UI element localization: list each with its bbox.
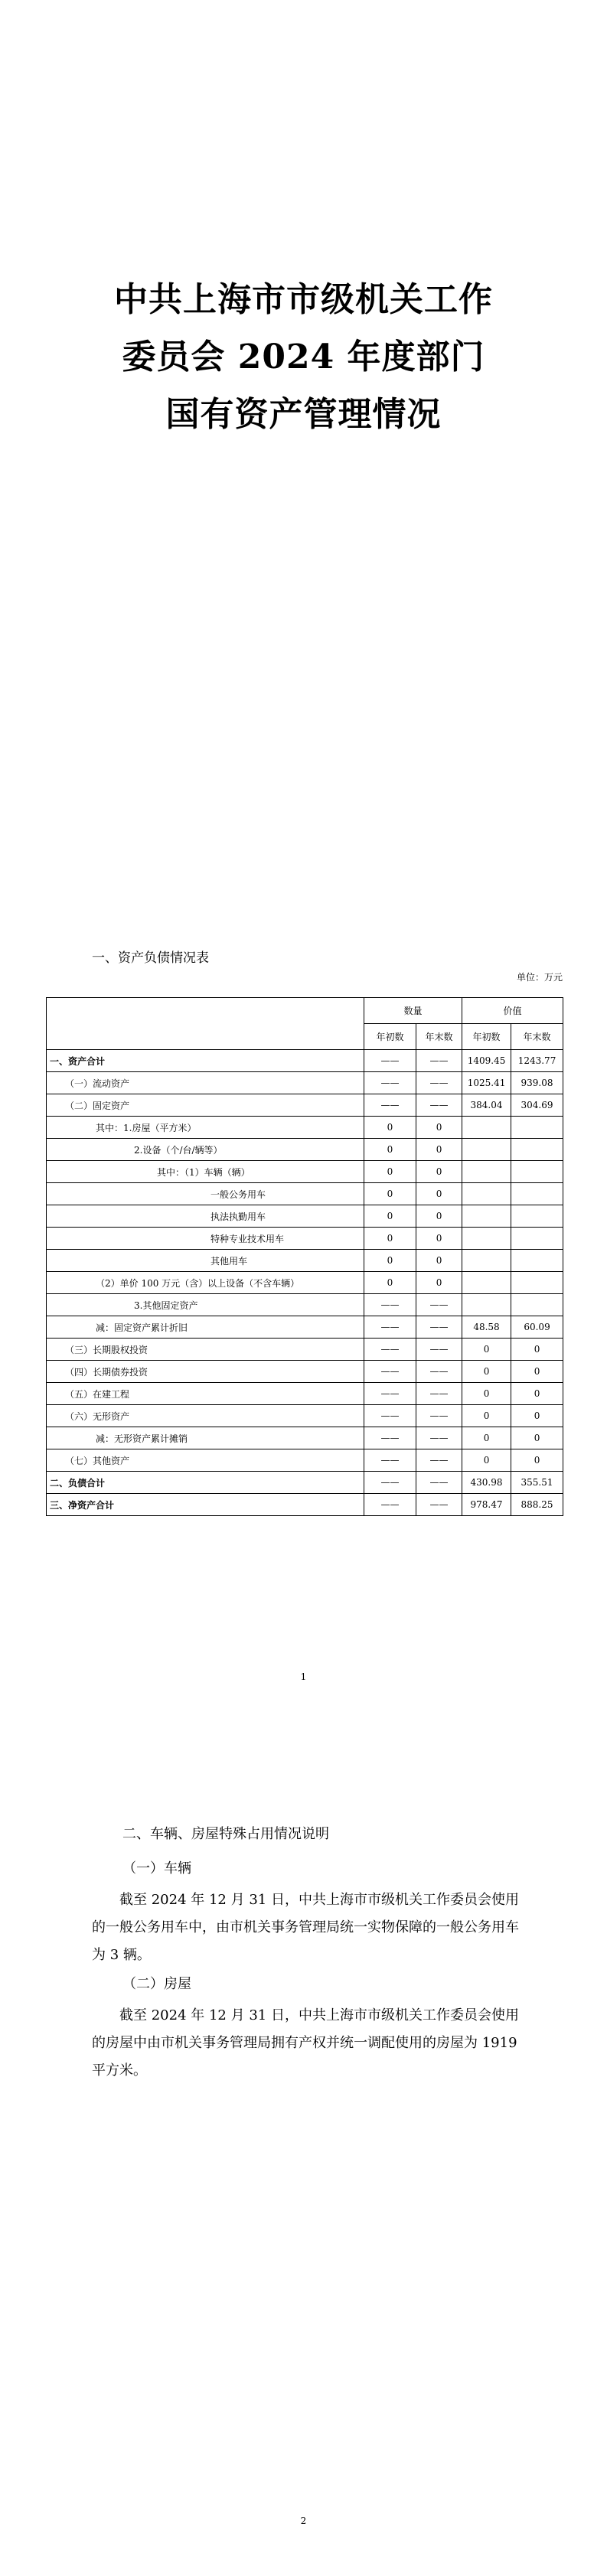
quantity-begin-cell: ——	[364, 1316, 416, 1339]
row-label: （三）长期股权投资	[47, 1339, 364, 1361]
table-row	[47, 1205, 563, 1228]
table-row	[47, 1361, 563, 1383]
table-row	[47, 1228, 563, 1250]
row-label: （六）无形资产	[47, 1405, 364, 1427]
quantity-end-cell: ——	[416, 1339, 462, 1361]
value-begin-cell: 0	[462, 1361, 511, 1383]
value-end-cell: 0	[511, 1361, 563, 1383]
table-row	[47, 1139, 563, 1161]
table-row	[47, 1094, 563, 1117]
value-end-cell	[511, 1205, 563, 1228]
value-begin-cell: 430.98	[462, 1472, 511, 1494]
table-row	[47, 1405, 563, 1427]
quantity-end-cell: ——	[416, 1405, 462, 1427]
value-begin-cell: 0	[462, 1449, 511, 1472]
row-label: （一）流动资产	[47, 1072, 364, 1094]
value-begin-cell	[462, 1250, 511, 1272]
row-label: （七）其他资产	[47, 1449, 364, 1472]
unit-label: 单位：万元	[516, 972, 563, 983]
quantity-end-cell: 0	[416, 1117, 462, 1139]
value-end-cell: 0	[511, 1427, 563, 1449]
value-begin-cell: 0	[462, 1405, 511, 1427]
value-begin-cell	[462, 1205, 511, 1228]
subheading-buildings: （二）房屋	[122, 1976, 191, 1992]
table-row	[47, 1339, 563, 1361]
value-end-cell	[511, 1228, 563, 1250]
row-label: 减：固定资产累计折旧	[47, 1316, 364, 1339]
subheading-vehicles: （一）车辆	[122, 1860, 191, 1877]
value-begin-cell	[462, 1161, 511, 1183]
table-row	[47, 1494, 563, 1516]
quantity-begin-cell: ——	[364, 1050, 416, 1072]
table-row	[47, 1316, 563, 1339]
header-quantity-end: 年末数	[416, 1024, 462, 1050]
value-begin-cell: 0	[462, 1427, 511, 1449]
quantity-end-cell: ——	[416, 1294, 462, 1316]
table-row	[47, 1449, 563, 1472]
header-blank-cell	[47, 998, 364, 1050]
value-begin-cell: 0	[462, 1383, 511, 1405]
row-label: 执法执勤用车	[47, 1205, 364, 1228]
value-end-cell	[511, 1139, 563, 1161]
page-title-line-1: 中共上海市市级机关工作	[114, 280, 493, 319]
value-begin-cell	[462, 1117, 511, 1139]
quantity-end-cell: ——	[416, 1094, 462, 1117]
row-label: 特种专业技术用车	[47, 1228, 364, 1250]
quantity-begin-cell: ——	[364, 1361, 416, 1383]
value-end-cell: 939.08	[511, 1072, 563, 1094]
quantity-begin-cell: ——	[364, 1449, 416, 1472]
quantity-end-cell: ——	[416, 1449, 462, 1472]
quantity-begin-cell: 0	[364, 1183, 416, 1205]
value-begin-cell: 1409.45	[462, 1050, 511, 1072]
table-row	[47, 1250, 563, 1272]
quantity-end-cell: 0	[416, 1250, 462, 1272]
table-row	[47, 1050, 563, 1072]
quantity-begin-cell: ——	[364, 1472, 416, 1494]
page-title-line-3: 国有资产管理情况	[165, 395, 442, 434]
table-row	[47, 1427, 563, 1449]
value-end-cell: 355.51	[511, 1472, 563, 1494]
value-end-cell: 0	[511, 1449, 563, 1472]
row-label: （四）长期债券投资	[47, 1361, 364, 1383]
quantity-end-cell: 0	[416, 1228, 462, 1250]
quantity-end-cell: ——	[416, 1050, 462, 1072]
page-number-1: 1	[300, 1671, 307, 1682]
quantity-end-cell: ——	[416, 1316, 462, 1339]
quantity-begin-cell: 0	[364, 1161, 416, 1183]
table-row	[47, 1161, 563, 1183]
header-quantity: 数量	[364, 998, 462, 1024]
quantity-begin-cell: 0	[364, 1272, 416, 1294]
value-begin-cell: 0	[462, 1339, 511, 1361]
table-row	[47, 1183, 563, 1205]
table-row	[47, 1272, 563, 1294]
quantity-end-cell: 0	[416, 1205, 462, 1228]
row-label: （二）固定资产	[47, 1094, 364, 1117]
row-label: 其他用车	[47, 1250, 364, 1272]
value-end-cell	[511, 1294, 563, 1316]
value-begin-cell: 384.04	[462, 1094, 511, 1117]
value-begin-cell: 48.58	[462, 1316, 511, 1339]
value-end-cell	[511, 1117, 563, 1139]
row-label: 3.其他固定资产	[47, 1294, 364, 1316]
value-end-cell: 1243.77	[511, 1050, 563, 1072]
header-value-end: 年末数	[511, 1024, 563, 1050]
quantity-begin-cell: ——	[364, 1383, 416, 1405]
quantity-begin-cell: ——	[364, 1494, 416, 1516]
quantity-begin-cell: 0	[364, 1117, 416, 1139]
quantity-end-cell: 0	[416, 1183, 462, 1205]
value-end-cell	[511, 1183, 563, 1205]
quantity-end-cell: ——	[416, 1383, 462, 1405]
row-label: （五）在建工程	[47, 1383, 364, 1405]
header-value: 价值	[462, 998, 563, 1024]
row-label: 二、负债合计	[47, 1472, 364, 1494]
row-label: （2）单价 100 万元（含）以上设备（不含车辆）	[47, 1272, 364, 1294]
quantity-begin-cell: ——	[364, 1427, 416, 1449]
value-begin-cell	[462, 1139, 511, 1161]
value-end-cell: 304.69	[511, 1094, 563, 1117]
quantity-end-cell: ——	[416, 1494, 462, 1516]
value-end-cell	[511, 1250, 563, 1272]
page-number-2: 2	[300, 2516, 307, 2526]
value-end-cell	[511, 1161, 563, 1183]
value-begin-cell: 978.47	[462, 1494, 511, 1516]
paragraph-vehicles: 截至 2024 年 12 月 31 日，中共上海市市级机关工作委员会使用的一般公务用车中，由市机关事务管理局统一实物保障的一般公务用车为 3 辆。	[92, 1892, 519, 1963]
value-begin-cell	[462, 1294, 511, 1316]
section-heading-balance-sheet: 一、资产负债情况表	[92, 951, 209, 966]
page-title-line-2: 委员会 2024 年度部门	[122, 337, 485, 377]
paragraph-buildings: 截至 2024 年 12 月 31 日，中共上海市市级机关工作委员会使用的房屋中由市机关事务管理局拥有产权并统一调配使用的房屋为 1919 平方米。	[92, 2007, 519, 2079]
quantity-end-cell: 0	[416, 1272, 462, 1294]
quantity-end-cell: 0	[416, 1139, 462, 1161]
quantity-end-cell: 0	[416, 1161, 462, 1183]
quantity-begin-cell: 0	[364, 1205, 416, 1228]
section-heading-special-use: 二、车辆、房屋特殊占用情况说明	[122, 1826, 329, 1842]
value-end-cell: 0	[511, 1339, 563, 1361]
quantity-begin-cell: 0	[364, 1139, 416, 1161]
header-quantity-begin: 年初数	[364, 1024, 416, 1050]
value-begin-cell	[462, 1183, 511, 1205]
row-label: 减：无形资产累计摊销	[47, 1427, 364, 1449]
row-label: 其中：（1）车辆（辆）	[47, 1161, 364, 1183]
value-end-cell: 888.25	[511, 1494, 563, 1516]
value-begin-cell: 1025.41	[462, 1072, 511, 1094]
quantity-begin-cell: 0	[364, 1250, 416, 1272]
table-row	[47, 1294, 563, 1316]
table-row	[47, 1072, 563, 1094]
table-row	[47, 1383, 563, 1405]
row-label: 一、资产合计	[47, 1050, 364, 1072]
quantity-end-cell: ——	[416, 1427, 462, 1449]
balance-sheet-table	[46, 997, 563, 1516]
quantity-begin-cell: ——	[364, 1294, 416, 1316]
value-begin-cell	[462, 1228, 511, 1250]
table-row	[47, 1117, 563, 1139]
row-label: 三、净资产合计	[47, 1494, 364, 1516]
value-end-cell	[511, 1272, 563, 1294]
quantity-begin-cell: ——	[364, 1339, 416, 1361]
table-header-row-1	[47, 998, 563, 1024]
value-begin-cell	[462, 1272, 511, 1294]
header-value-begin: 年初数	[462, 1024, 511, 1050]
quantity-begin-cell: ——	[364, 1094, 416, 1117]
quantity-end-cell: ——	[416, 1361, 462, 1383]
quantity-end-cell: ——	[416, 1472, 462, 1494]
row-label: 其中：1.房屋（平方米）	[47, 1117, 364, 1139]
value-end-cell: 0	[511, 1383, 563, 1405]
row-label: 一般公务用车	[47, 1183, 364, 1205]
row-label: 2.设备（个/台/辆等）	[47, 1139, 364, 1161]
quantity-begin-cell: ——	[364, 1405, 416, 1427]
value-end-cell: 60.09	[511, 1316, 563, 1339]
table-row	[47, 1472, 563, 1494]
quantity-end-cell: ——	[416, 1072, 462, 1094]
value-end-cell: 0	[511, 1405, 563, 1427]
quantity-begin-cell: ——	[364, 1072, 416, 1094]
quantity-begin-cell: 0	[364, 1228, 416, 1250]
